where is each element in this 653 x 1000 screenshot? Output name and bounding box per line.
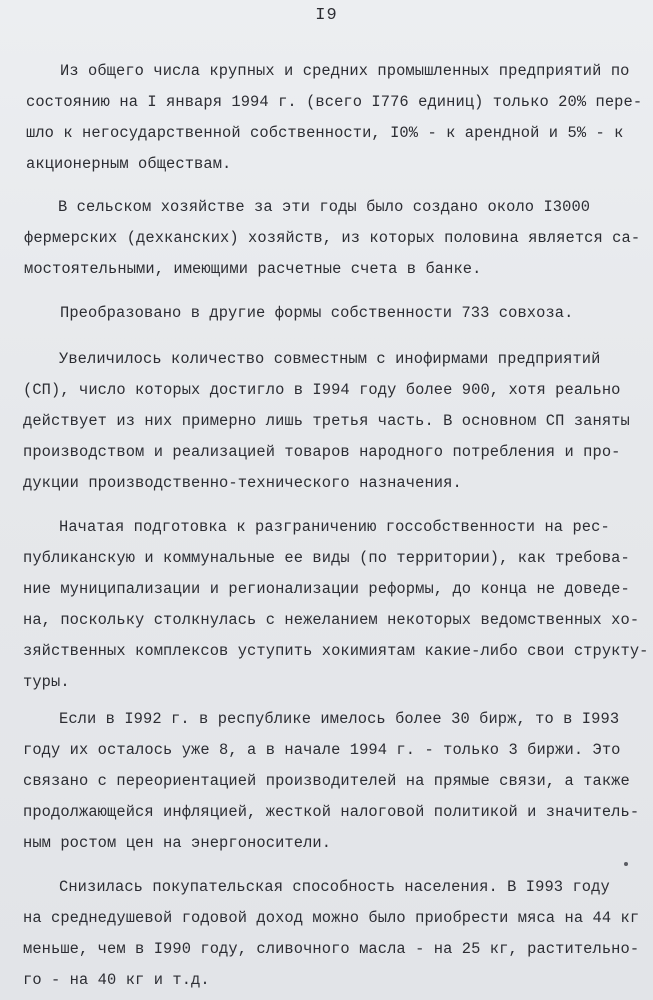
text-line: дукции производственно-технического назначения.: [23, 474, 462, 492]
text-line: фермерских (дехканских) хозяйств, из которых половина является са-: [24, 229, 641, 247]
text-line: производством и реализацией товаров народного потребления и про-: [23, 443, 621, 461]
text-line: Начатая подготовка к разграничению госсобственности на рес-: [59, 518, 610, 536]
paragraph-state-property: [23, 512, 649, 698]
ink-dot: [624, 862, 628, 866]
text-line: действует из них примерно лишь третья часть. В основном СП заняты: [23, 412, 630, 430]
text-line: на среднедушевой годовой доход можно было приобрести мяса на 44 кг: [23, 909, 640, 927]
text-line: шло к негосударственной собственности, I0% - к арендной и 5% - к: [26, 124, 624, 142]
paragraph-industry-ownership: [26, 56, 642, 180]
paragraph-exchanges: [23, 704, 639, 859]
paragraph-purchasing-power: [23, 872, 639, 996]
text-line: году их осталось уже 8, а в начале 1994 г. - только 3 биржи. Это: [23, 741, 621, 759]
text-line: на, поскольку столкнулась с нежеланием некоторых ведомственных хо-: [23, 611, 640, 629]
text-line: Если в I992 г. в республике имелось более 30 бирж, то в I993: [59, 710, 620, 728]
text-line: продолжающейся инфляцией, жесткой налоговой политикой и значитель-: [23, 803, 640, 821]
page-number: I9: [315, 6, 338, 25]
text-line: В сельском хозяйстве за эти годы было создано около I3000: [58, 198, 591, 216]
text-line: акционерным обществам.: [26, 155, 232, 173]
text-line: мостоятельными, имеющими расчетные счета в банке.: [24, 260, 482, 278]
text-line: зяйственных комплексов уступить хокимиятам какие-либо свои структу-: [23, 642, 649, 660]
text-line: меньше, чем в I990 году, сливочного масла - на 25 кг, растительно-: [23, 940, 640, 958]
text-line: Из общего числа крупных и средних промышленных предприятий по: [60, 62, 630, 80]
paragraph-farming: [24, 192, 640, 285]
text-line: го - на 40 кг и т.д.: [23, 971, 210, 989]
text-line: состоянию на I января 1994 г. (всего I776 единиц) только 20% пере-: [26, 93, 643, 111]
paragraph-sovkhoz: [24, 298, 573, 329]
text-line: публиканскую и коммунальные ее виды (по территории), как требова-: [23, 549, 630, 567]
text-line: (СП), число которых достигло в I994 году более 900, хотя реально: [23, 381, 621, 399]
text-line: Преобразовано в другие формы собственности 733 совхоза.: [60, 304, 574, 322]
text-line: связано с переориентацией производителей на прямые связи, а также: [23, 772, 630, 790]
paragraph-joint-ventures: [23, 344, 630, 499]
text-line: Снизилась покупательская способность населения. В I993 году: [59, 878, 610, 896]
text-line: Увеличилось количество совместным с инофирмами предприятий: [59, 350, 601, 368]
text-line: туры.: [23, 673, 70, 691]
text-line: ным ростом цен на энергоносители.: [23, 834, 332, 852]
text-line: ние муниципализации и регионализации реформы, до конца не доведе-: [23, 580, 630, 598]
